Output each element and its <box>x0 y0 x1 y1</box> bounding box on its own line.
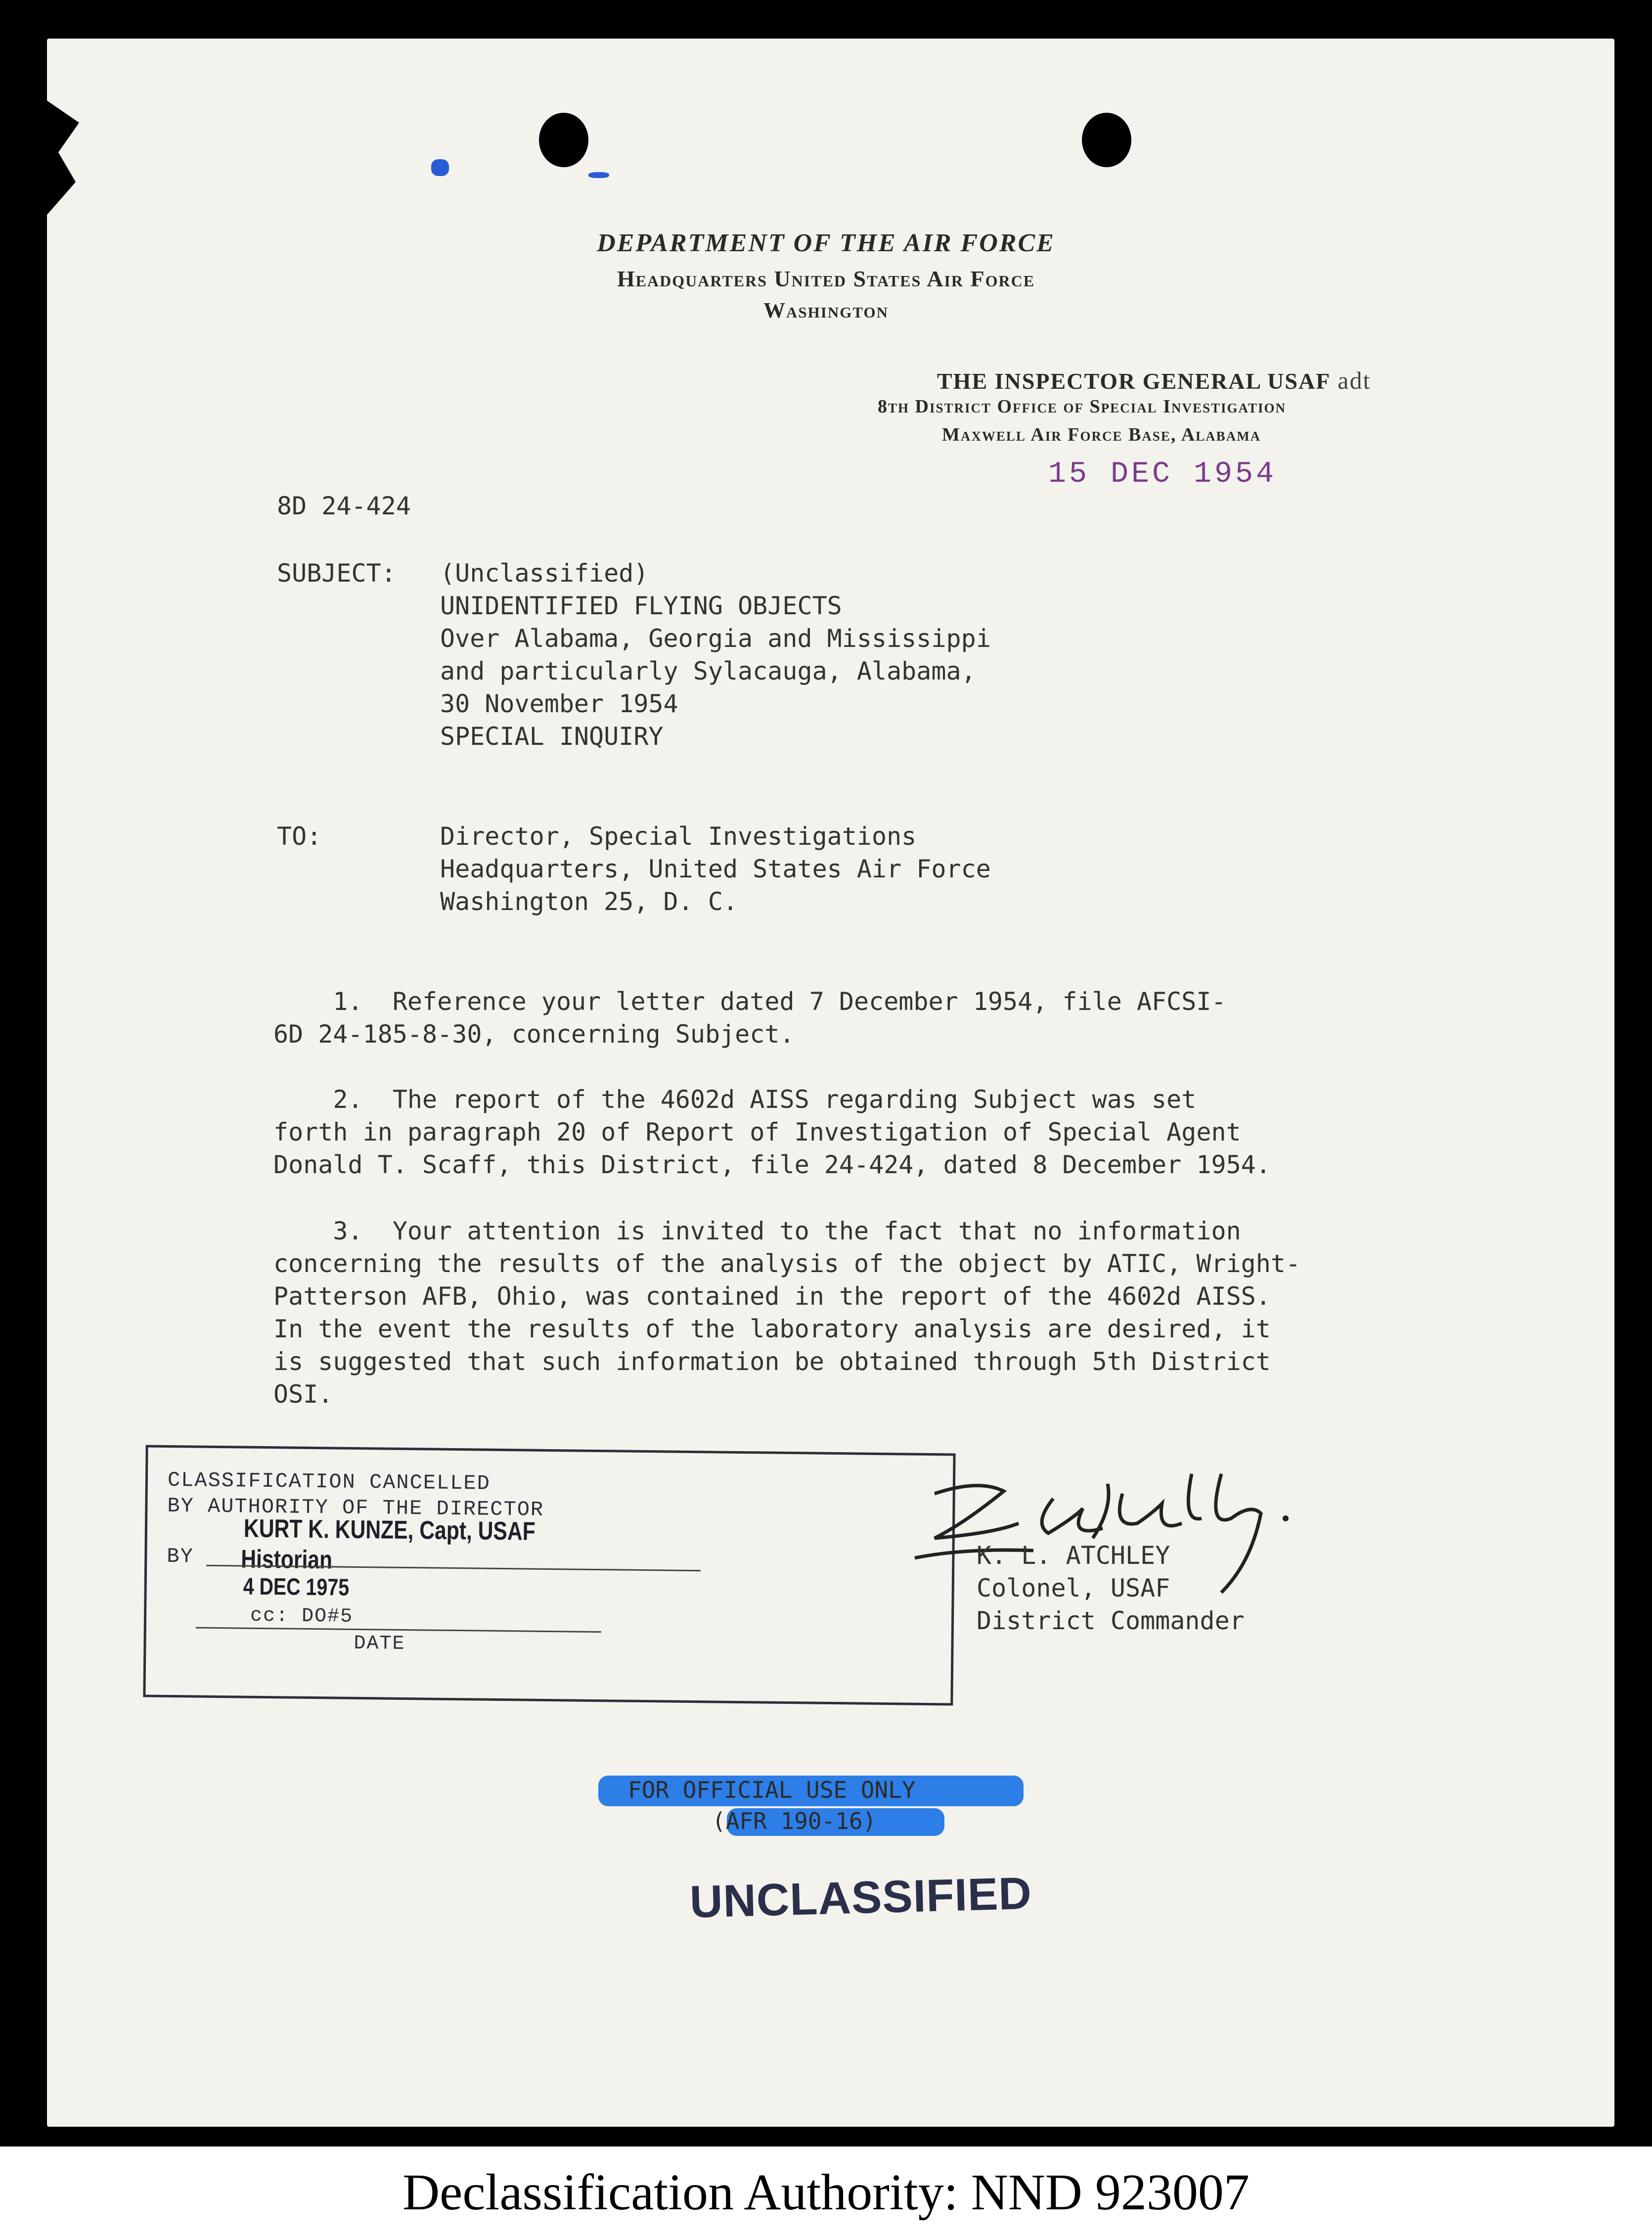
declassification-stamp <box>143 1445 955 1705</box>
stamp-line-2: BY AUTHORITY OF THE DIRECTOR <box>167 1494 544 1522</box>
handling-regulation: (AFR 190-16) <box>712 1808 877 1834</box>
subject-label: SUBJECT: <box>277 559 396 588</box>
subject-line: 30 November 1954 <box>440 689 678 718</box>
paragraph-line: In the event the results of the laboratory analysis are desired, it <box>273 1315 1271 1343</box>
paragraph-line: Donald T. Scaff, this District, file 24-424, dated 8 December 1954. <box>273 1150 1271 1179</box>
office-line-3: Maxwell Air Force Base, Alabama <box>942 424 1261 445</box>
letterhead-city: Washington <box>763 298 889 322</box>
received-date-stamp: 15 DEC 1954 <box>1048 457 1277 491</box>
stamp-line-1: CLASSIFICATION CANCELLED <box>167 1468 491 1496</box>
signer-rank: Colonel, USAF <box>977 1574 1170 1602</box>
addressee-line: Headquarters, United States Air Force <box>440 855 991 883</box>
subject-line: SPECIAL INQUIRY <box>440 722 664 751</box>
addressee-line: Director, Special Investigations <box>440 822 917 851</box>
paragraph-line: 2. The report of the 4602d AISS regarding Subject was set <box>273 1085 1197 1114</box>
declassification-date: 4 DEC 1975 <box>243 1573 350 1601</box>
office-line-2: 8th District Office of Special Investigation <box>878 396 1287 417</box>
typist-initials: adt <box>1338 366 1371 394</box>
punch-hole-left <box>539 113 588 167</box>
punch-hole-right <box>1082 113 1131 167</box>
office-line-1 <box>937 366 1371 395</box>
handling-marking: FOR OFFICIAL USE ONLY <box>628 1777 916 1803</box>
declassification-authority-footer: Declassification Authority: NND 923007 <box>0 2147 1652 2238</box>
signer-name: K. L. ATCHLEY <box>977 1541 1170 1570</box>
ink-spot <box>588 172 609 178</box>
office-title: THE INSPECTOR GENERAL USAF <box>937 368 1331 394</box>
date-rule <box>196 1627 601 1633</box>
declassifier-title: Historian <box>241 1545 333 1575</box>
letterhead-department: DEPARTMENT OF THE AIR FORCE <box>597 229 1055 257</box>
file-number: 8D 24-424 <box>277 492 411 520</box>
subject-line: and particularly Sylacauga, Alabama, <box>440 657 976 685</box>
unclassified-stamp: UNCLASSIFIED <box>689 1868 1033 1928</box>
letterhead-headquarters: Headquarters United States Air Force <box>617 266 1035 291</box>
paragraph-line: 1. Reference your letter dated 7 December 1954, file AFCSI- <box>273 987 1226 1016</box>
paragraph-line: 3. Your attention is invited to the fact that no information <box>273 1217 1241 1245</box>
carbon-copy-note: cc: DO#5 <box>250 1604 354 1628</box>
addressee-line: Washington 25, D. C. <box>440 887 738 916</box>
paragraph-line: forth in paragraph 20 of Report of Investigation of Special Agent <box>273 1118 1241 1146</box>
paragraph-line: concerning the results of the analysis of the object by ATIC, Wright- <box>273 1249 1301 1278</box>
ink-spot <box>431 159 449 176</box>
to-label: TO: <box>277 822 322 851</box>
signer-title: District Commander <box>977 1606 1245 1635</box>
subject-line: UNIDENTIFIED FLYING OBJECTS <box>440 592 842 620</box>
paragraph-line: 6D 24-185-8-30, concerning Subject. <box>273 1020 795 1049</box>
paragraph-line: is suggested that such information be obtained through 5th District <box>273 1347 1271 1376</box>
subject-line: (Unclassified) <box>440 559 649 588</box>
subject-line: Over Alabama, Georgia and Mississippi <box>440 624 991 653</box>
stamp-by-label: BY <box>167 1544 194 1569</box>
date-label: DATE <box>354 1632 405 1655</box>
paragraph-line: Patterson AFB, Ohio, was contained in the report of the 4602d AISS. <box>273 1282 1271 1311</box>
paragraph-line: OSI. <box>273 1380 333 1409</box>
declassifier-name: KURT K. KUNZE, Capt, USAF <box>243 1514 536 1546</box>
